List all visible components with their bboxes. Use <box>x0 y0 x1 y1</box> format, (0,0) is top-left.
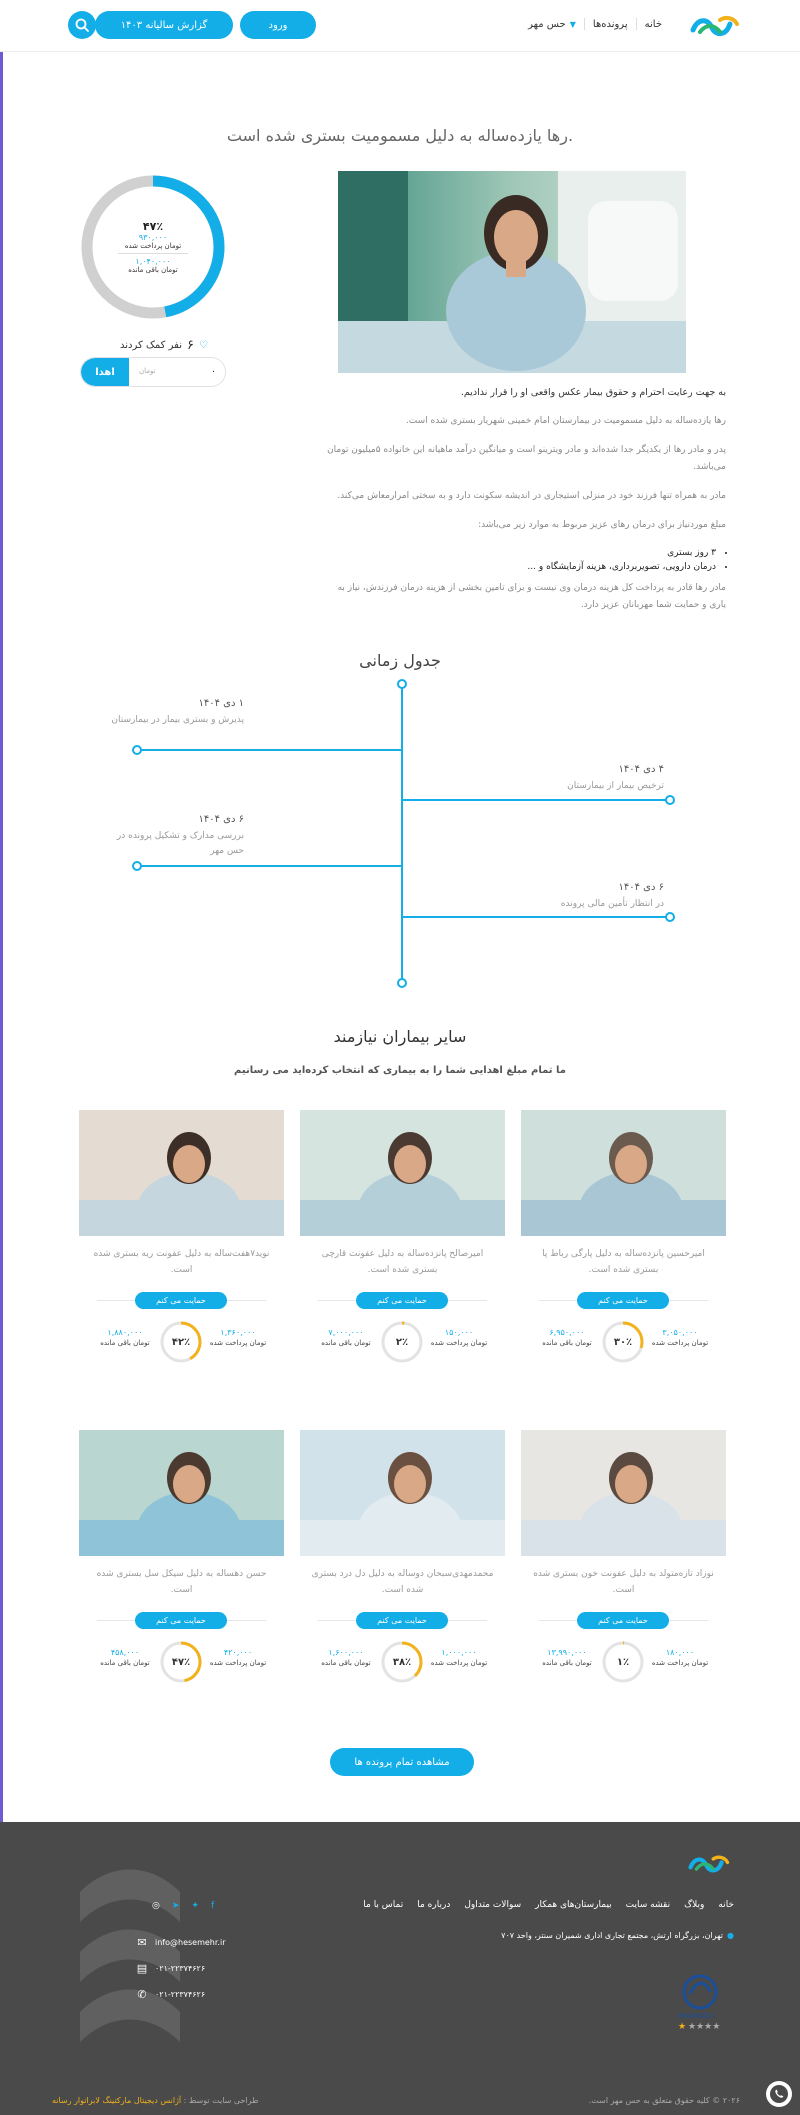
nav-home[interactable]: خانه <box>644 18 662 30</box>
search-button[interactable] <box>68 11 96 39</box>
site-header <box>0 0 800 52</box>
card-remaining-amount: ۱,۶۰۰,۰۰۰ <box>328 1648 364 1657</box>
instagram-icon[interactable]: ◎ <box>152 1901 160 1911</box>
case-title: رها یازده‌ساله به دلیل مسمومیت بستری شده است. <box>226 126 574 145</box>
donate-form <box>80 357 226 387</box>
timeline-event <box>104 696 244 728</box>
patient-photo <box>521 1430 726 1556</box>
login-button[interactable]: ورود <box>240 11 316 39</box>
card-remaining-amount: ۷,۰۰۰,۰۰۰ <box>328 1328 364 1337</box>
card-stats <box>300 1316 505 1370</box>
card-remaining <box>537 1648 597 1668</box>
footer-link-hospitals[interactable]: بیمارستان‌های همکار <box>535 1900 612 1910</box>
card-remaining <box>316 1648 376 1668</box>
card-cta-row <box>521 1290 726 1312</box>
patient-description: حسن دهساله به دلیل سیکل سل بستری شده است. <box>96 1569 267 1595</box>
patient-photo <box>521 1110 726 1236</box>
patient-photo <box>300 1110 505 1236</box>
story-paragraph: پدر و مادر رها از یکدیگر جدا شده‌اند و مادر ویترینو است و میانگین درآمد ماهیانه این خانواده ۵میلیون تومان می‌باشد. <box>327 445 726 472</box>
timeline-event-date: ۴ دی ۱۴۰۴ <box>618 764 664 775</box>
patient-card[interactable] <box>300 1110 505 1370</box>
chevron-down-icon: ▼ <box>569 19 576 29</box>
case-progress-info <box>78 172 228 322</box>
card-paid-label: تومان پرداخت شده <box>430 1659 488 1667</box>
helpers-number: ۶ <box>186 338 194 353</box>
card-stats <box>300 1636 505 1690</box>
support-button[interactable]: حمایت می کنم <box>356 1612 448 1629</box>
patient-description: امیرحسین پانزده‌ساله به دلیل پارگی رباط پا بستری شده است. <box>542 1249 705 1275</box>
footer-nav <box>363 1900 734 1910</box>
case-remaining-amount: ۱,۰۴۰,۰۰۰ <box>135 257 171 266</box>
timeline-event-date: ۶ دی ۱۴۰۴ <box>198 814 244 825</box>
patient-card[interactable] <box>521 1430 726 1690</box>
footer-link-about[interactable]: درباره ما <box>417 1900 451 1910</box>
story-lead: به جهت رعایت احترام و حقوق بیمار عکس واقعی او را قرار ندادیم. <box>460 387 726 398</box>
footer-link-home[interactable]: خانه <box>718 1900 734 1910</box>
case-paid-label: تومان پرداخت شده <box>124 242 182 250</box>
case-progress-donut <box>78 172 228 322</box>
others-title: سایر بیماران نیازمند <box>333 1027 467 1046</box>
fax-icon: ▤ <box>136 1962 148 1975</box>
case-patient-photo <box>338 171 686 373</box>
card-stats <box>79 1316 284 1370</box>
donate-unit: تومان <box>139 367 156 375</box>
card-paid <box>208 1328 268 1348</box>
card-remaining-label: تومان باقی مانده <box>542 1659 592 1667</box>
patient-card[interactable] <box>300 1430 505 1690</box>
social-links <box>152 1901 214 1911</box>
designer-link[interactable]: آژانس دیجیتال مارکتینگ لابراتوار رسانه <box>52 2096 182 2105</box>
view-all-cases-button[interactable]: مشاهده تمام پرونده ها <box>330 1748 474 1776</box>
donate-button[interactable]: اهدا <box>81 358 129 386</box>
card-remaining-amount: ۶,۹۵۰,۰۰۰ <box>549 1328 585 1337</box>
helpers-label: نفر کمک کردند <box>120 340 182 351</box>
story-closing: مادر رها قادر به پرداخت کل هزینه درمان وی نیست و برای تامین بخشی از هزینه درمان فرزندش، نیاز به یاری و حمایت شما مهربانان عزیز دارد. <box>337 583 726 610</box>
site-logo[interactable] <box>690 12 740 40</box>
card-paid-label: تومان پرداخت شده <box>209 1659 267 1667</box>
footer-address-text: تهران، بزرگراه ارتش، مجتمع تجاری اداری شمیران سنتر، واحد ۷۰۷ <box>501 1931 724 1940</box>
card-paid-amount: ۱۸۰,۰۰۰ <box>665 1648 695 1657</box>
patient-description: نوزاد تازه‌متولد به دلیل عفونت خون بستری شده است. <box>533 1569 714 1595</box>
timeline-event <box>524 762 664 794</box>
story-paragraph: مادر به همراه تنها فرزند خود در منزلی استیجاری در اندیشه سکونت دارد و به سختی امرارمعاش می‌کند. <box>337 491 726 501</box>
svg-text:★★★★: ★★★★ <box>688 2022 721 2032</box>
card-cta-row <box>79 1610 284 1632</box>
donut-divider <box>118 253 188 254</box>
timeline-event <box>104 812 244 859</box>
enamad-text: eNAMAD.ir <box>678 2012 716 2020</box>
card-remaining <box>537 1328 597 1348</box>
card-remaining-label: تومان باقی مانده <box>100 1339 150 1347</box>
timeline-event <box>524 880 664 912</box>
helpers-count <box>120 338 208 353</box>
story-need-item: • ۳ روز بستری <box>320 546 716 560</box>
annual-report-button[interactable]: گزارش سالیانه ۱۴۰۳ <box>95 11 233 39</box>
card-paid-amount: ۱,۰۰۰,۰۰۰ <box>441 1648 477 1657</box>
case-progress-percent: ۴۷٪ <box>142 220 164 233</box>
patient-photo <box>79 1430 284 1556</box>
telegram-icon[interactable]: ➤ <box>171 1901 180 1911</box>
patient-photo <box>79 1110 284 1236</box>
support-button[interactable]: حمایت می کنم <box>135 1612 227 1629</box>
support-button[interactable]: حمایت می کنم <box>577 1612 669 1629</box>
footer-fax-text: ۰۲۱-۲۲۳۷۴۶۲۶ <box>155 1964 206 1973</box>
footer-logo[interactable] <box>688 1852 730 1876</box>
card-progress-percent: ۴۷٪ <box>171 1656 191 1668</box>
card-remaining-label: تومان باقی مانده <box>321 1339 371 1347</box>
card-cta-row <box>79 1290 284 1312</box>
card-remaining <box>95 1328 155 1348</box>
footer-link-blog[interactable]: وبلاگ <box>684 1900 705 1910</box>
story-need-item: • درمان دارویی، تصویربرداری، هزینه آزمایشگاه و ... <box>320 560 716 574</box>
footer-link-sitemap[interactable]: نقشه سایت <box>625 1900 671 1910</box>
footer-email-text: info@hesemehr.ir <box>155 1938 226 1947</box>
card-paid-amount: ۱۵۰,۰۰۰ <box>444 1328 474 1337</box>
card-remaining-label: تومان باقی مانده <box>100 1659 150 1667</box>
story-paragraph: رها یازده‌ساله به دلیل مسمومیت در بیمارستان امام خمینی شهریار بستری شده است. <box>405 416 726 426</box>
timeline-event-text: در انتظار تأمین مالی پرونده <box>560 899 664 909</box>
location-pin-icon: ● <box>727 1931 734 1940</box>
card-remaining <box>316 1328 376 1348</box>
card-progress-percent: ۱٪ <box>616 1656 630 1668</box>
card-paid-label: تومان پرداخت شده <box>651 1339 709 1347</box>
support-button[interactable]: حمایت می کنم <box>135 1292 227 1309</box>
timeline-event-text: ترخیص بیمار از بیمارستان <box>567 781 664 791</box>
patient-description: محمدمهدی‌سبحان دوساله به دلیل دل درد بستری شده است. <box>311 1569 494 1595</box>
svg-text:★: ★ <box>678 2022 687 2032</box>
patient-photo <box>300 1430 505 1556</box>
card-paid <box>650 1328 710 1348</box>
card-progress-percent: ۲٪ <box>395 1336 409 1348</box>
timeline-event-text: بررسی مدارک و تشکیل پرونده در حس مهر <box>116 831 244 856</box>
footer-address <box>501 1931 734 1940</box>
card-paid <box>650 1648 710 1668</box>
timeline-title: جدول زمانی <box>359 651 441 670</box>
phone-icon: ✆ <box>137 1988 147 2001</box>
support-button[interactable]: حمایت می کنم <box>577 1292 669 1309</box>
card-remaining-label: تومان باقی مانده <box>542 1339 592 1347</box>
timeline-event-date: ۶ دی ۱۴۰۴ <box>618 882 664 893</box>
others-subtitle: ما تمام مبلغ اهدایی شما را به بیماری که انتخاب کرده‌اید می رسانیم <box>234 1065 566 1076</box>
twitter-icon[interactable]: ✦ <box>191 1901 199 1911</box>
card-remaining-amount: ۱,۸۸۰,۰۰۰ <box>107 1328 143 1337</box>
card-stats <box>521 1636 726 1690</box>
nav-hesemehr-dropdown[interactable] <box>520 19 584 30</box>
nav-cases[interactable]: پرونده‌ها <box>592 18 628 30</box>
story-needs-list <box>320 546 726 574</box>
designer-prefix: طراحی سایت توسط : <box>183 2096 259 2105</box>
heart-icon: ♡ <box>198 340 208 351</box>
card-paid <box>429 1328 489 1348</box>
copyright: ۲۰۲۶ © کلیه حقوق متعلق به حس مهر است. <box>588 2096 740 2105</box>
card-paid-amount: ۴۲۰,۰۰۰ <box>223 1648 253 1657</box>
card-paid-amount: ۳,۰۵۰,۰۰۰ <box>662 1328 698 1337</box>
timeline-event-date: ۱ دی ۱۴۰۴ <box>198 698 244 709</box>
footer-phone-text: ۰۲۱-۲۲۳۷۴۶۲۶ <box>155 1990 206 1999</box>
patient-description: امیرصالح پانزده‌ساله به دلیل عفونت قارچی بستری شده است. <box>321 1249 484 1275</box>
card-cta-row <box>300 1610 505 1632</box>
card-paid <box>208 1648 268 1668</box>
site-footer <box>0 1822 800 2115</box>
card-remaining-amount: ۱۳,۹۹۰,۰۰۰ <box>547 1648 587 1657</box>
card-remaining <box>95 1648 155 1668</box>
card-paid-amount: ۱,۳۶۰,۰۰۰ <box>220 1328 256 1337</box>
footer-link-contact[interactable]: تماس با ما <box>363 1900 404 1910</box>
footer-phone[interactable] <box>135 1988 205 2001</box>
footer-fax[interactable] <box>135 1962 205 1975</box>
footer-watermark-logo <box>70 1852 190 2052</box>
timeline-event-text: پذیرش و بستری بیمار در بیمارستان <box>111 715 244 725</box>
card-progress-percent: ۳۸٪ <box>392 1656 412 1668</box>
footer-link-faq[interactable]: سوالات متداول <box>464 1900 522 1910</box>
nav-hesemehr-label: حس مهر <box>528 18 566 30</box>
card-paid-label: تومان پرداخت شده <box>651 1659 709 1667</box>
card-stats <box>79 1636 284 1690</box>
patient-card[interactable] <box>79 1110 284 1370</box>
search-icon <box>75 18 89 32</box>
card-paid-label: تومان پرداخت شده <box>430 1339 488 1347</box>
footer-email[interactable] <box>135 1936 225 1949</box>
main-nav <box>520 18 670 30</box>
card-paid <box>429 1648 489 1668</box>
card-cta-row <box>300 1290 505 1312</box>
story-paragraph: مبلغ موردنیاز برای درمان رهای عزیز مربوط به موارد زیر می‌باشد: <box>478 520 726 530</box>
designer-credit <box>52 2096 259 2105</box>
card-paid-label: تومان پرداخت شده <box>209 1339 267 1347</box>
case-paid-amount: ۹۳۰,۰۰۰ <box>138 233 168 242</box>
whatsapp-icon <box>769 2084 789 2104</box>
case-remaining-label: تومان باقی مانده <box>128 266 178 274</box>
card-progress-percent: ۴۲٪ <box>171 1336 191 1348</box>
timeline <box>0 670 800 990</box>
case-story <box>320 384 726 626</box>
enamad-badge[interactable] <box>672 1972 728 2042</box>
card-progress-percent: ۳۰٪ <box>613 1336 633 1348</box>
card-remaining-amount: ۴۵۸,۰۰۰ <box>110 1648 140 1657</box>
whatsapp-button[interactable] <box>766 2081 792 2107</box>
card-cta-row <box>521 1610 726 1632</box>
card-remaining-label: تومان باقی مانده <box>321 1659 371 1667</box>
card-stats <box>521 1316 726 1370</box>
patient-card[interactable] <box>79 1430 284 1690</box>
patient-card[interactable] <box>521 1110 726 1370</box>
patient-description: نوید۷هفت‌ساله به دلیل عفونت ریه بستری شده است. <box>93 1249 270 1275</box>
facebook-icon[interactable]: f <box>210 1901 215 1911</box>
support-button[interactable]: حمایت می کنم <box>356 1292 448 1309</box>
mail-icon: ✉ <box>137 1936 147 1949</box>
